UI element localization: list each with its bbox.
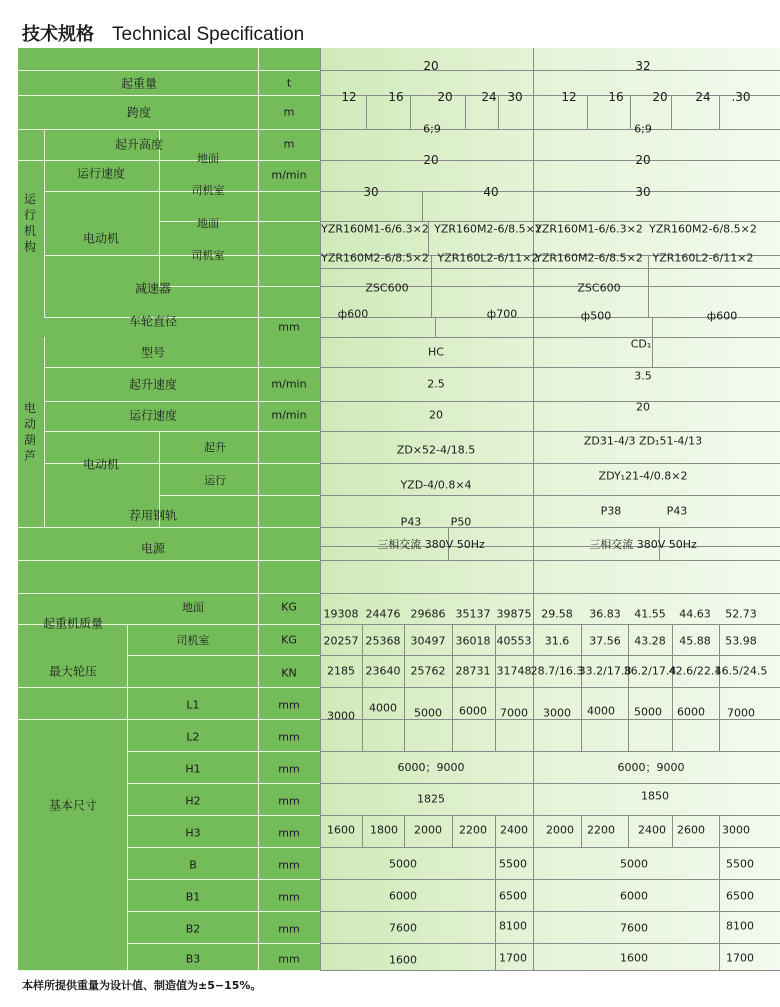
value-span: 24 <box>481 90 497 104</box>
grid-line <box>127 911 320 912</box>
label-mass-ground: 地面 <box>182 601 204 614</box>
value-wheel: ф600 <box>337 307 369 321</box>
unit-height: m <box>283 137 295 151</box>
value-mass-cab: 43.28 <box>634 634 666 648</box>
value-rail: P38 <box>600 504 622 518</box>
label-span: 跨度 <box>126 105 152 120</box>
label-hoist-speed: 起升速度 <box>128 377 178 392</box>
value-speed-cab: 30 <box>635 185 651 199</box>
spec-table <box>18 48 780 970</box>
grid-line <box>362 815 363 847</box>
value-speed-ground-32: 20 <box>635 153 651 167</box>
value-mass-cab: 20257 <box>323 634 359 648</box>
grid-line <box>719 95 720 129</box>
unit-H3: mm <box>278 826 300 840</box>
grid-line <box>18 719 320 720</box>
grid-line <box>320 268 780 269</box>
value-mass-cab: 25368 <box>365 634 401 648</box>
grid-line <box>320 337 780 338</box>
value-motor-ground: YZR160M2-6/8.5×2 <box>649 222 757 236</box>
value-motor-cab: YZR160M2-6/8.5×2 <box>321 251 429 265</box>
label-B3: B3 <box>185 952 201 966</box>
label-power: 电源 <box>140 541 166 556</box>
value-H1: 6000；9000 <box>617 761 685 774</box>
value-H2: 1850 <box>641 789 669 803</box>
grid-line <box>362 687 363 751</box>
grid-line <box>44 255 320 256</box>
label-model: 型号 <box>140 345 166 360</box>
value-H3: 1800 <box>370 823 398 837</box>
page-title <box>22 20 304 46</box>
label-motor-ground: 地面 <box>197 217 219 230</box>
unit-hoist-speed: m/min <box>271 377 307 391</box>
value-lift-height-32: 6;9 <box>634 122 652 136</box>
grid-line <box>159 495 320 496</box>
grid-line <box>672 687 673 751</box>
value-H3: 2200 <box>459 823 487 837</box>
label-crane-mass: 起重机质量 <box>42 616 104 631</box>
label-wheel-diameter: 车轮直径 <box>128 314 178 329</box>
grid-line <box>652 317 653 367</box>
value-motor-ground: YZR160M2-6/8.5×2 <box>434 222 542 236</box>
value-reducer: ZSC600 <box>365 281 409 295</box>
label-basic-dims: 基本尺寸 <box>48 798 98 813</box>
value-span: 12 <box>341 90 357 104</box>
grid-line <box>159 221 320 222</box>
label-lifting-height: 起升高度 <box>114 137 164 152</box>
label-L2: L2 <box>186 730 200 744</box>
value-wheel-load: 36.2/17.4 <box>623 664 677 678</box>
grid-line <box>630 95 631 129</box>
value-mass-ground: 29.58 <box>541 607 573 621</box>
label-hoist-travel: 运行 <box>204 474 226 487</box>
label-B2: B2 <box>185 922 201 936</box>
grid-line <box>127 943 320 944</box>
unit-B3: mm <box>278 952 300 966</box>
grid-line <box>719 847 720 970</box>
label-motor: 电动机 <box>82 231 120 246</box>
value-L: 3000 <box>327 709 355 723</box>
grid-line <box>127 815 320 816</box>
value-wheel: ф600 <box>706 309 738 323</box>
value-mass-cab: 45.88 <box>679 634 711 648</box>
grid-line <box>404 815 405 847</box>
value-mass-ground: 41.55 <box>634 607 666 621</box>
grid-line <box>320 655 780 656</box>
label-hoist-motor: 电动机 <box>82 457 120 472</box>
grid-line <box>719 687 720 751</box>
value-L: 6000 <box>677 705 705 719</box>
value-motor-cab: YZR160M2-6/8.5×2 <box>535 251 643 265</box>
value-speed-ground-20: 20 <box>423 153 439 167</box>
grid-line <box>320 401 780 402</box>
grid-line <box>320 160 780 161</box>
value-H3: 2000 <box>546 823 574 837</box>
grid-line <box>44 129 45 317</box>
label-L1: L1 <box>186 698 200 712</box>
value-hoist-motor-lift: ZD31-4/3 ZD₁51-4/13 <box>583 434 703 448</box>
grid-line <box>320 463 780 464</box>
value-hoist-speed: 2.5 <box>427 377 445 391</box>
value-mass-cab: 30497 <box>410 634 446 648</box>
value-wheel-load: 25762 <box>410 664 446 678</box>
value-hoist-motor-lift: ZD×52-4/18.5 <box>396 443 476 457</box>
grid-line <box>44 191 320 192</box>
grid-line <box>366 95 367 129</box>
label-travel-mechanism: 运行机构 <box>23 192 36 254</box>
value-B1: 6000 <box>620 889 648 903</box>
value-wheel-load: 46.5/24.5 <box>714 664 768 678</box>
value-reducer: ZSC600 <box>577 281 621 295</box>
value-mass-ground: 36.83 <box>589 607 621 621</box>
value-capacity-32: 32 <box>635 59 651 73</box>
grid-line <box>435 317 436 337</box>
label-H3: H3 <box>185 826 201 840</box>
value-span: 20 <box>652 90 668 104</box>
grid-line <box>18 160 320 161</box>
grid-line <box>320 560 780 561</box>
value-B1: 6500 <box>499 889 527 903</box>
value-mass-cab: 31.6 <box>544 634 570 648</box>
label-rail: 荐用钢轨 <box>128 508 178 523</box>
value-B2: 7600 <box>389 921 417 935</box>
value-L: 4000 <box>587 704 615 718</box>
grid-line <box>495 687 496 751</box>
title-zh: 技术规格 <box>22 24 94 45</box>
value-speed-cab: 40 <box>483 185 499 199</box>
value-L: 5000 <box>414 706 442 720</box>
unit-H1: mm <box>278 762 300 776</box>
value-rail: P50 <box>450 515 472 529</box>
unit-B: mm <box>278 858 300 872</box>
grid-line <box>159 129 160 286</box>
value-L: 5000 <box>634 705 662 719</box>
label-hoist-travel-speed: 运行速度 <box>128 408 178 423</box>
label-motor-cab: 司机室 <box>191 249 225 262</box>
value-hoist-model: CD₁ <box>630 337 652 351</box>
value-span: .30 <box>731 90 751 104</box>
value-B: 5500 <box>499 857 527 871</box>
value-mass-cab: 40553 <box>496 634 532 648</box>
value-motor-ground: YZR160M1-6/6.3×2 <box>535 222 643 236</box>
value-power: 三相交流 380V 50Hz <box>377 538 485 551</box>
grid-line <box>320 687 780 688</box>
grid-line <box>422 191 423 221</box>
value-H2: 1825 <box>417 792 445 806</box>
value-B2: 8100 <box>726 919 754 933</box>
grid-line <box>320 593 780 594</box>
value-mass-ground: 39875 <box>496 607 532 621</box>
grid-line <box>127 751 320 752</box>
grid-line <box>127 655 320 656</box>
value-hoist-model: HC <box>428 345 444 359</box>
value-H3: 2600 <box>677 823 705 837</box>
value-mass-ground: 29686 <box>410 607 446 621</box>
grid-line <box>320 943 780 944</box>
value-B2: 8100 <box>499 919 527 933</box>
grid-line <box>18 593 320 594</box>
grid-line <box>18 970 320 971</box>
unit-mass-ground: KG <box>281 600 297 614</box>
label-B1: B1 <box>185 890 201 904</box>
value-B3: 1600 <box>620 951 648 965</box>
value-wheel-load: 33.2/17.8 <box>578 664 632 678</box>
value-wheel-load: 28731 <box>455 664 491 678</box>
grid-line <box>581 687 582 751</box>
grid-line <box>44 431 320 432</box>
grid-line <box>581 815 582 847</box>
value-B2: 7600 <box>620 921 648 935</box>
value-L: 6000 <box>459 704 487 718</box>
value-span: 12 <box>561 90 577 104</box>
value-B1: 6000 <box>389 889 417 903</box>
value-mass-ground: 44.63 <box>679 607 711 621</box>
grid-line <box>672 815 673 847</box>
value-H3: 2400 <box>500 823 528 837</box>
value-power: 三相交流 380V 50Hz <box>589 538 697 551</box>
unit-L1: mm <box>278 698 300 712</box>
value-rail: P43 <box>666 504 688 518</box>
value-B: 5500 <box>726 857 754 871</box>
grid-line <box>127 783 320 784</box>
grid-line <box>18 527 320 528</box>
grid-line <box>320 783 780 784</box>
grid-line <box>320 495 780 496</box>
grid-line <box>44 337 45 527</box>
grid-line <box>628 687 629 751</box>
value-span: 16 <box>388 90 404 104</box>
grid-line <box>18 70 320 71</box>
value-mass-ground: 35137 <box>455 607 491 621</box>
value-L: 3000 <box>543 706 571 720</box>
value-lift-height-20: 6;9 <box>423 122 441 136</box>
value-L: 7000 <box>727 706 755 720</box>
value-H3: 1600 <box>327 823 355 837</box>
grid-line <box>320 191 780 192</box>
value-hoist-motor-travel: YZD-4/0.8×4 <box>400 478 472 492</box>
grid-line <box>465 95 466 129</box>
unit-wheel: mm <box>278 320 300 334</box>
unit-hoist-travel: m/min <box>271 408 307 422</box>
value-wheel: ф500 <box>580 309 612 323</box>
unit-mass-cab: KG <box>281 633 297 647</box>
value-wheel-load: 23640 <box>365 664 401 678</box>
grid-line <box>18 687 320 688</box>
value-L: 4000 <box>369 701 397 715</box>
value-motor-cab: YZR160L2-6/11×2 <box>437 251 539 265</box>
value-span: 16 <box>608 90 624 104</box>
label-travel-speed: 运行速度 <box>76 166 126 181</box>
value-wheel-load: 42.6/22.1 <box>668 664 722 678</box>
value-mass-cab: 36018 <box>455 634 491 648</box>
value-wheel-load: 31748 <box>496 664 532 678</box>
unit-L2: mm <box>278 730 300 744</box>
value-hoist-motor-travel: ZDY₁21-4/0.8×2 <box>598 469 688 483</box>
value-span: 24 <box>695 90 711 104</box>
footnote: 本样所提供重量为设计值、制造值为±5−15%。 <box>22 979 262 992</box>
value-speed-cab: 30 <box>363 185 379 199</box>
label-electric-hoist: 电动葫芦 <box>23 401 36 463</box>
value-rail: P43 <box>400 515 422 529</box>
value-H3: 2400 <box>638 823 666 837</box>
unit-H2: mm <box>278 794 300 808</box>
value-mass-ground: 24476 <box>365 607 401 621</box>
value-motor-cab: YZR160L2-6/11×2 <box>652 251 754 265</box>
value-B: 5000 <box>620 857 648 871</box>
value-L: 7000 <box>500 706 528 720</box>
grid-line <box>671 95 672 129</box>
value-B3: 1700 <box>499 951 527 965</box>
label-max-wheel-load: 最大轮压 <box>48 664 98 679</box>
grid-line <box>18 129 320 130</box>
grid-line <box>320 70 780 71</box>
label-H2: H2 <box>185 794 201 808</box>
value-hoist-speed: 3.5 <box>634 369 652 383</box>
value-B: 5000 <box>389 857 417 871</box>
label-ground: 地面 <box>197 152 219 165</box>
grid-line <box>320 48 321 970</box>
value-B3: 1700 <box>726 951 754 965</box>
title-en: Technical Specification <box>112 24 305 45</box>
unit-B2: mm <box>278 922 300 936</box>
grid-line <box>320 970 780 971</box>
unit-span: m <box>283 105 295 119</box>
value-motor-ground: YZR160M1-6/6.3×2 <box>321 222 429 236</box>
grid-line <box>320 527 780 528</box>
value-hoist-travel-speed: 20 <box>429 408 443 422</box>
grid-line <box>628 815 629 847</box>
unit-travel-speed: m/min <box>271 168 307 182</box>
grid-line <box>498 95 499 129</box>
grid-line <box>320 815 780 816</box>
grid-line <box>320 751 780 752</box>
grid-line <box>404 687 405 751</box>
value-wheel-load: 2185 <box>327 664 355 678</box>
value-wheel-load: 28.7/16.3 <box>530 664 584 678</box>
grid-line <box>18 560 320 561</box>
grid-line <box>533 48 534 970</box>
grid-line <box>44 317 320 318</box>
label-lifting-capacity: 起重量 <box>120 76 158 91</box>
grid-line <box>320 129 780 130</box>
grid-line <box>431 255 432 317</box>
grid-line <box>18 95 320 96</box>
grid-line <box>320 879 780 880</box>
value-span: 20 <box>437 90 453 104</box>
value-mass-cab: 53.98 <box>725 634 757 648</box>
value-mass-ground: 52.73 <box>725 607 757 621</box>
value-mass-cab: 37.56 <box>589 634 621 648</box>
value-capacity-20: 20 <box>423 59 439 73</box>
unit-B1: mm <box>278 890 300 904</box>
value-H3: 3000 <box>722 823 750 837</box>
grid-line <box>648 255 649 317</box>
grid-line <box>159 286 320 287</box>
grid-line <box>587 95 588 129</box>
grid-line <box>452 815 453 847</box>
grid-line <box>127 624 128 970</box>
unit-wheel-load: KN <box>281 666 297 680</box>
grid-line <box>410 95 411 129</box>
grid-line <box>258 48 259 970</box>
value-mass-ground: 19308 <box>323 607 359 621</box>
label-B: B <box>189 858 197 872</box>
grid-line <box>320 431 780 432</box>
grid-line <box>127 847 320 848</box>
value-H3: 2000 <box>414 823 442 837</box>
label-mass-cab: 司机室 <box>176 634 210 647</box>
grid-line <box>320 624 780 625</box>
grid-line <box>495 815 496 847</box>
grid-line <box>320 367 780 368</box>
grid-line <box>44 401 320 402</box>
value-B3: 1600 <box>389 953 417 967</box>
grid-line <box>452 687 453 751</box>
label-hoist-lift: 起升 <box>204 441 226 454</box>
label-cab: 司机室 <box>191 184 225 197</box>
grid-line <box>495 847 496 970</box>
value-B1: 6500 <box>726 889 754 903</box>
label-reducer: 减速器 <box>134 281 172 296</box>
grid-line <box>719 815 720 847</box>
value-hoist-travel-speed: 20 <box>636 400 650 414</box>
value-H3: 2200 <box>587 823 615 837</box>
value-wheel: ф700 <box>486 307 518 321</box>
grid-line <box>127 879 320 880</box>
grid-line <box>320 911 780 912</box>
value-H1: 6000；9000 <box>397 761 465 774</box>
label-H1: H1 <box>185 762 201 776</box>
grid-line <box>320 847 780 848</box>
grid-line <box>44 367 320 368</box>
unit-capacity: t <box>286 76 292 90</box>
value-span: 30 <box>507 90 523 104</box>
